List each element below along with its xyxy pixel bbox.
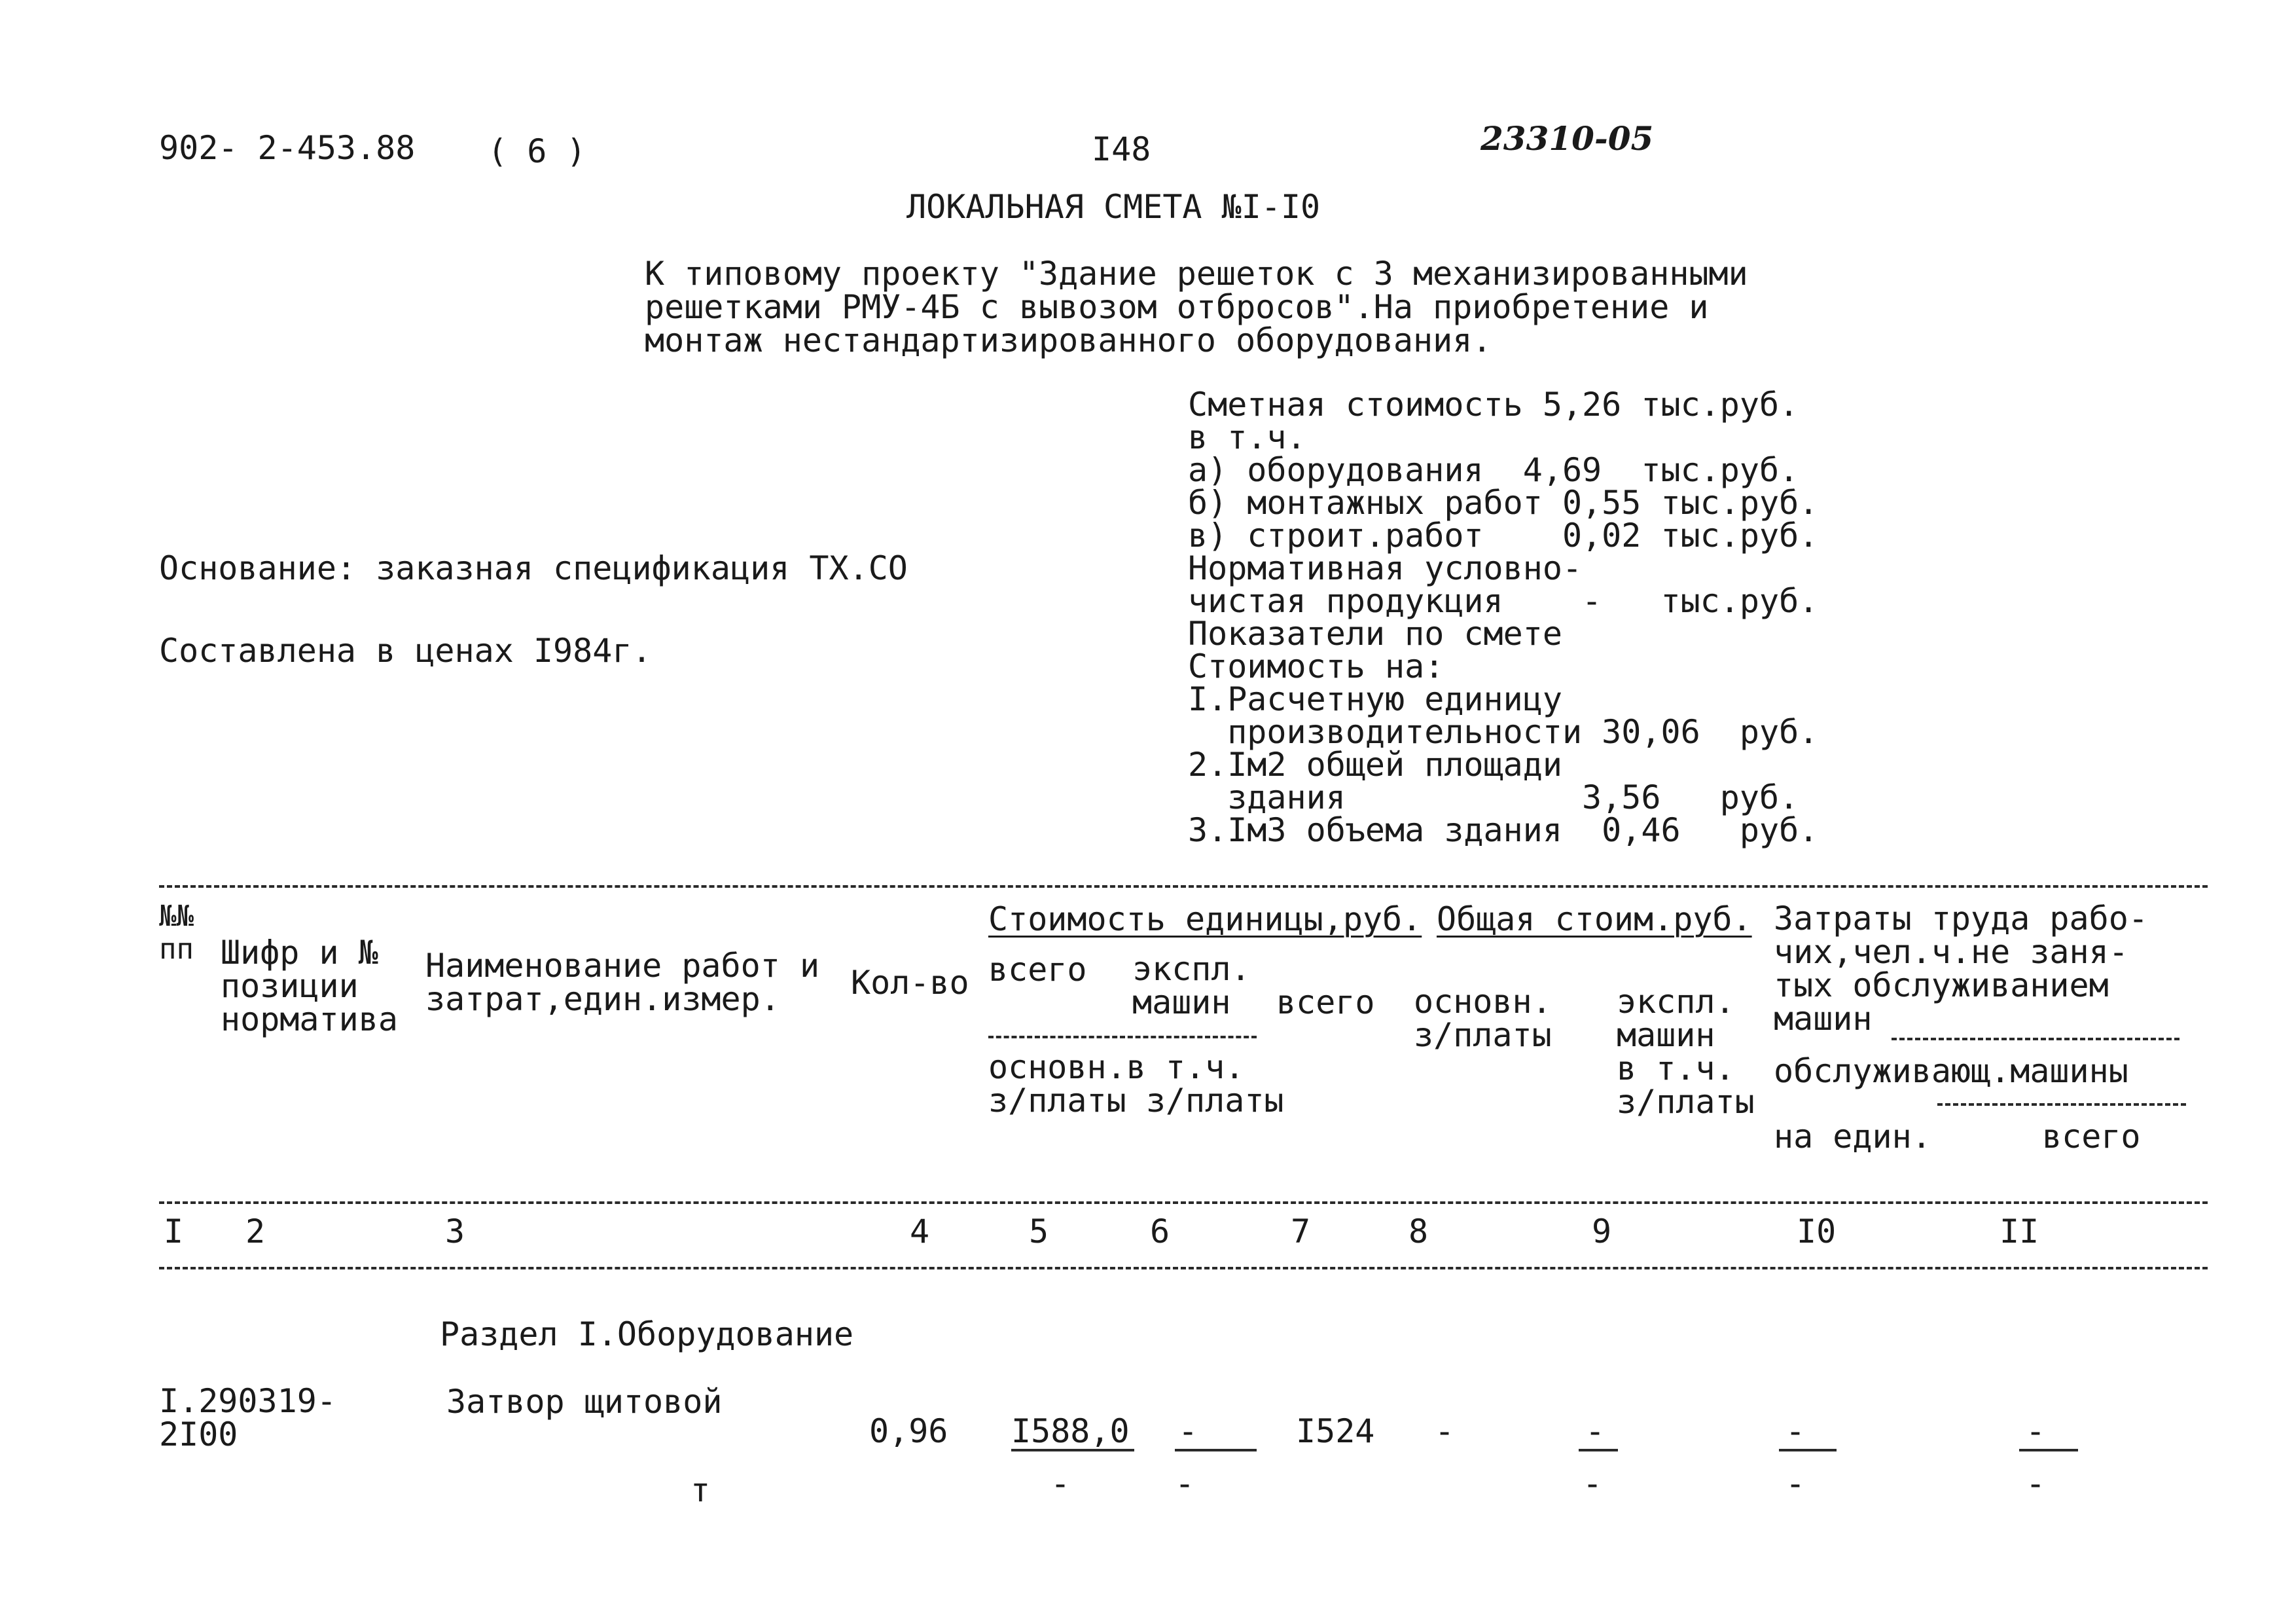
section-title: Раздел I.Оборудование [440, 1315, 854, 1353]
subject-line: монтаж нестандартизированного оборудования. [645, 321, 1492, 359]
summary-line: Сметная стоимость 5,26 тыс.руб. [1188, 386, 1799, 424]
table-top-line [159, 885, 2208, 888]
header-total-wages: основн. з/платы [1414, 983, 1552, 1054]
column-number: 3 [445, 1213, 465, 1250]
summary-line: производительности 30,06 руб. [1188, 713, 1819, 751]
summary-line: Нормативная условно- [1188, 549, 1583, 587]
row-total-wages: - [1435, 1412, 1455, 1450]
summary-line: I.Расчетную единицу [1188, 680, 1562, 718]
header-qty: Кол-во [851, 964, 969, 1002]
subject-line: К типовому проекту "Здание решеток с 3 механизированными [645, 255, 1748, 293]
header-labor-service: обслуживающ.машины [1774, 1052, 2128, 1090]
page-number: I48 [1092, 130, 1151, 168]
row-name: Затвор щитовой [446, 1383, 723, 1421]
value-underline [1779, 1449, 1837, 1451]
row-total-machine-wages: - [1583, 1465, 1603, 1503]
value-underline [1011, 1449, 1134, 1451]
prices-text: Составлена в ценах I984г. [159, 632, 652, 670]
row-labor-unit-service: - [1785, 1465, 1806, 1503]
summary-line: а) оборудования 4,69 тыс.руб. [1188, 451, 1799, 489]
column-number: II [2000, 1213, 2039, 1250]
row-unit-wages: - [1050, 1465, 1071, 1503]
value-underline [1175, 1449, 1257, 1451]
summary-line: 2.Iм2 общей площади [1188, 746, 1562, 784]
header-total-machines: экспл. машин в т.ч. з/платы [1617, 983, 1755, 1121]
column-number: 2 [245, 1213, 266, 1250]
column-number: I [164, 1213, 184, 1250]
issue-number: ( 6 ) [488, 132, 586, 170]
row-labor-total-service: - [2026, 1465, 2046, 1503]
row-unit: т [691, 1471, 711, 1509]
column-numbers-bottom-line [159, 1267, 2208, 1269]
header-total-all: всего [1276, 983, 1375, 1021]
summary-line: здания 3,56 руб. [1188, 778, 1799, 816]
row-labor-unit: - [1785, 1412, 1806, 1450]
summary-line: Показатели по смете [1188, 615, 1562, 653]
row-qty: 0,96 [869, 1412, 948, 1450]
header-unit-wages: основн.в т.ч. з/платы з/платы [988, 1048, 1284, 1120]
value-underline [2019, 1449, 2078, 1451]
summary-line: 3.Iм3 объема здания 0,46 руб. [1188, 811, 1819, 849]
row-code: I.290319- 2I00 [159, 1382, 336, 1453]
column-number: I0 [1797, 1213, 1837, 1250]
summary-line: чистая продукция - тыс.руб. [1188, 582, 1819, 620]
subject-line: решетками РМУ-4Б с вывозом отбросов".На приобретение и [645, 288, 1709, 326]
header-unit-cost-group: Стоимость единицы,руб. [988, 900, 1422, 938]
row-total: I524 [1296, 1412, 1375, 1450]
row-labor-total: - [2026, 1412, 2046, 1450]
header-pp: №№ пп [159, 900, 194, 966]
column-number: 5 [1029, 1213, 1049, 1250]
header-code: Шифр и № позиции норматива [221, 934, 398, 1038]
header-labor-unit: на един. [1774, 1118, 1931, 1156]
column-number: 4 [910, 1213, 930, 1250]
header-unit-machines: экспл. машин [1132, 950, 1251, 1021]
row-total-machines: - [1585, 1412, 1605, 1450]
summary-line: в) строит.работ 0,02 тыс.руб. [1188, 517, 1819, 555]
header-unit-total: всего [988, 951, 1087, 989]
row-unit-machines: - [1178, 1412, 1198, 1450]
column-numbers-top-line [159, 1201, 2208, 1204]
document-code: 902- 2-453.88 [159, 129, 416, 167]
column-number: 8 [1408, 1213, 1429, 1250]
summary-line: б) монтажных работ 0,55 тыс.руб. [1188, 484, 1819, 522]
summary-line: в т.ч. [1188, 418, 1306, 456]
page-title: ЛОКАЛЬНАЯ СМЕТА №I-I0 [906, 188, 1321, 226]
value-underline [1579, 1449, 1618, 1451]
header-name: Наименование работ и затрат,един.измер. [425, 947, 820, 1018]
column-number: 7 [1291, 1213, 1311, 1250]
row-unit-machine-wages: - [1175, 1465, 1195, 1503]
header-divider [988, 1036, 1257, 1038]
header-labor-total: всего [2042, 1118, 2141, 1156]
column-number: 6 [1150, 1213, 1170, 1250]
summary-line: Стоимость на: [1188, 647, 1444, 685]
header-total-cost-group: Общая стоим.руб. [1437, 900, 1752, 938]
header-labor: Затраты труда рабо- чих,чел.ч.не заня- тых обслуживанием машин [1774, 900, 2148, 1038]
column-number: 9 [1592, 1213, 1612, 1250]
header-divider [1937, 1103, 2186, 1106]
row-unit-cost: I588,0 [1011, 1412, 1130, 1450]
basis-text: Основание: заказная спецификация ТХ.СО [159, 549, 908, 587]
header-divider [1892, 1038, 2179, 1040]
handwritten-stamp: 23310-05 [1480, 119, 1654, 158]
